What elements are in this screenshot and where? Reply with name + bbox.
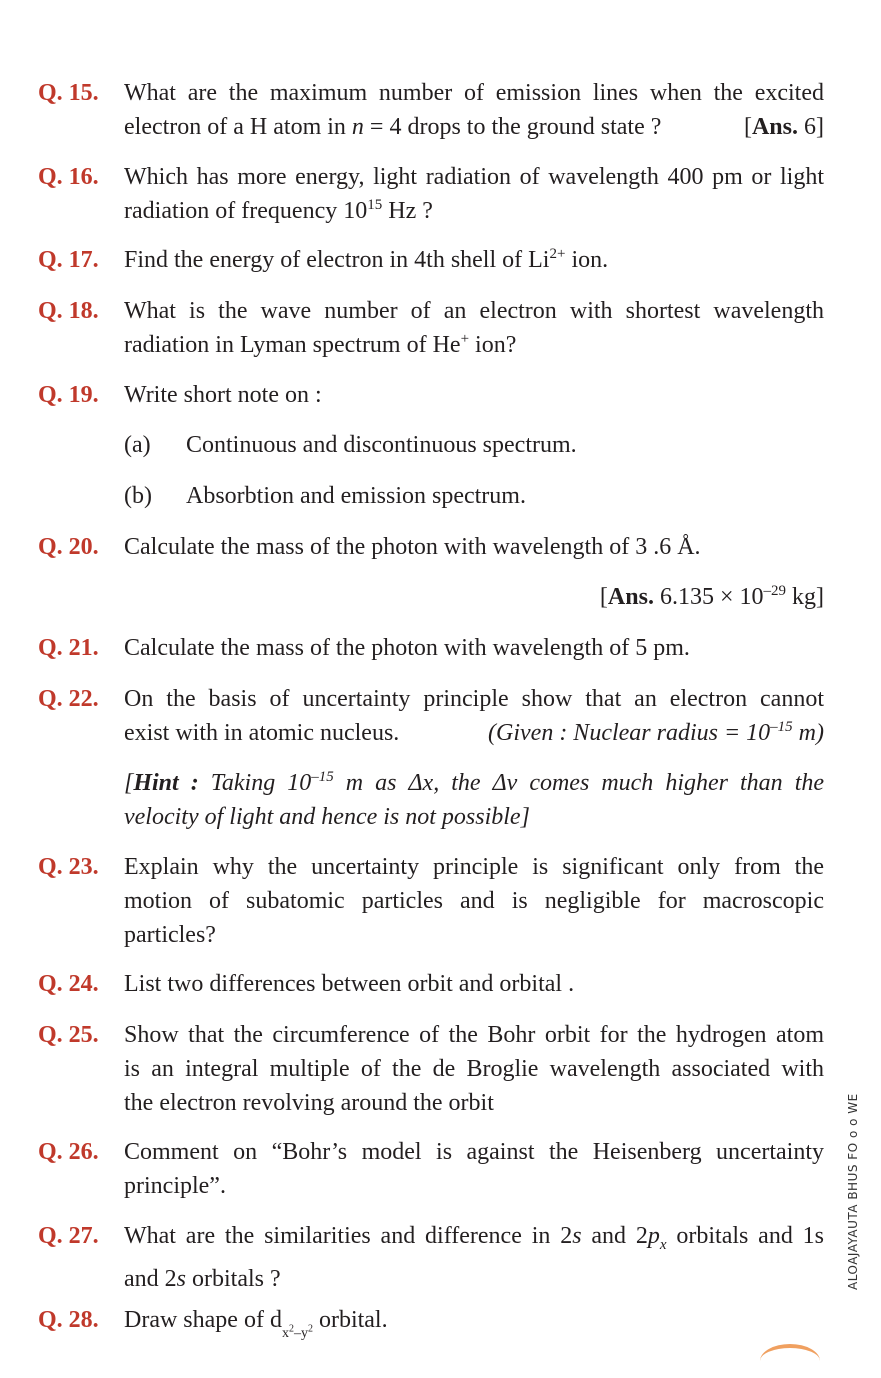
text-run: What are the similarities and difference in 2 (124, 1223, 573, 1249)
question-17 (38, 243, 824, 277)
question-text (124, 1219, 824, 1262)
question-text: Show that the circumference of the Bohr orbit for the hydrogen atom (124, 1022, 824, 1048)
sub-item-label: (b) (124, 483, 152, 509)
text-run: m) (792, 720, 824, 746)
text-run: orbitals and 1s (666, 1223, 825, 1249)
answer-unit: kg] (786, 584, 824, 610)
question-number: Q. 27. (38, 1223, 99, 1249)
question-text (124, 243, 824, 277)
variable-n: n (351, 114, 364, 140)
text-run: orbitals ? (186, 1265, 281, 1292)
text-run: [ (124, 770, 134, 796)
superscript: 2+ (549, 246, 566, 262)
question-text: Calculate the mass of the photon with wavelength of 5 pm. (124, 635, 690, 661)
question-number: Q. 19. (38, 382, 99, 408)
superscript: 15 (367, 197, 383, 213)
question-text: principle”. (124, 1173, 226, 1199)
question-text: What are the maximum number of emission lines when the excited (124, 80, 824, 106)
superscript: –29 (763, 583, 786, 599)
sub-item-text: Continuous and discontinuous spectrum. (186, 432, 577, 458)
sub-item-b (124, 479, 526, 513)
text-run: Draw shape of d (124, 1307, 282, 1333)
sub-item-a (124, 428, 577, 462)
question-text: is an integral multiple of the de Broglie wavelength associated with (124, 1056, 824, 1082)
question-number: Q. 25. (38, 1022, 99, 1048)
text-run: x (281, 1326, 289, 1341)
question-text: exist with in atomic nucleus. (124, 720, 400, 746)
text-run: Hz ? (382, 198, 433, 224)
question-text: particles? (124, 922, 216, 948)
question-number: Q. 16. (38, 164, 99, 190)
question-27 (38, 1219, 824, 1296)
question-28 (38, 1303, 824, 1341)
answer-q20 (600, 580, 824, 614)
text-run: and 2 (124, 1265, 177, 1292)
question-text (124, 328, 824, 362)
question-number: Q. 26. (38, 1139, 99, 1165)
answer: [Ans. 6] (743, 114, 824, 140)
question-21 (38, 631, 824, 665)
question-25 (38, 1018, 824, 1120)
text-run: radiation in Lyman spectrum of He (124, 332, 461, 358)
question-18 (38, 294, 824, 362)
question-number: Q. 20. (38, 534, 99, 560)
question-text: Explain why the uncertainty principle is significant only from the (124, 854, 824, 880)
question-text (124, 1303, 824, 1341)
question-number: Q. 23. (38, 854, 99, 880)
subscript: x (659, 1236, 667, 1253)
question-23 (38, 850, 824, 952)
orbital-letter: s (176, 1265, 186, 1292)
superscript: + (460, 331, 470, 347)
question-text: Calculate the mass of the photon with wavelength of 3 .6 Å. (124, 534, 701, 560)
question-text (124, 1262, 824, 1296)
given-note (488, 716, 824, 750)
question-number: Q. 21. (38, 635, 99, 661)
question-22 (38, 682, 824, 750)
hint-label: Hint : (133, 770, 199, 796)
question-text: List two differences between orbit and orbital . (124, 971, 575, 997)
text-run: m as Δx, the Δv comes much higher than the (333, 770, 825, 796)
question-number: Q. 24. (38, 971, 99, 997)
question-text: What is the wave number of an electron with shortest wavelength (124, 298, 824, 324)
question-text: Which has more energy, light radiation of wavelength 400 pm or light (124, 164, 824, 190)
question-text: motion of subatomic particles and is negligible for macroscopic (124, 888, 824, 914)
text-run: [ (599, 584, 608, 610)
question-15 (38, 76, 824, 144)
superscript: 2 (307, 1323, 313, 1335)
answer-value: 6.135 × 10 (653, 584, 764, 610)
text-run: radiation of frequency 10 (124, 198, 368, 224)
side-margin-text: ALOAJAYAUTA BHUS FO o o WE (846, 1093, 860, 1290)
orbital-subscript (281, 1323, 313, 1341)
orbital-letter: s (572, 1223, 582, 1249)
question-number: Q. 15. (38, 80, 99, 106)
question-16 (38, 160, 824, 228)
question-text: Write short note on : (124, 382, 322, 408)
text-run: ion? (469, 332, 517, 358)
text-run: –y (293, 1326, 308, 1341)
question-text: electron of a H atom in n = 4 drops to the ground state ? (124, 114, 662, 140)
text-run: ion. (565, 247, 609, 273)
hint-q22 (124, 766, 824, 834)
hint-line: velocity of light and hence is not possible] (124, 804, 530, 830)
question-text: the electron revolving around the orbit (124, 1090, 494, 1116)
superscript: –15 (311, 769, 334, 785)
question-24 (38, 967, 824, 1001)
superscript: 2 (288, 1323, 294, 1335)
orbital-letter: p (647, 1223, 660, 1249)
text-run: Taking 10 (198, 770, 312, 796)
question-number: Q. 18. (38, 298, 99, 324)
sub-item-label: (a) (124, 432, 151, 458)
answer-label: Ans. (607, 584, 654, 610)
question-number: Q. 28. (38, 1307, 99, 1333)
answer-label: Ans. (751, 114, 798, 140)
superscript: –15 (770, 719, 793, 735)
text-run: orbital. (312, 1307, 388, 1333)
text-run: and 2 (581, 1223, 648, 1249)
question-26 (38, 1135, 824, 1203)
text-run: (Given : Nuclear radius = 10 (488, 720, 771, 746)
question-text: Comment on “Bohr’s model is against the Heisenberg uncertainty (124, 1139, 824, 1165)
question-20 (38, 530, 824, 564)
sub-item-text: Absorbtion and emission spectrum. (186, 483, 526, 509)
hint-line (124, 766, 824, 800)
question-number: Q. 17. (38, 247, 99, 273)
text-run: Find the energy of electron in 4th shell of Li (124, 247, 550, 273)
question-19 (38, 378, 824, 412)
corner-arc-decoration (760, 1344, 820, 1378)
question-text: On the basis of uncertainty principle show that an electron cannot (124, 686, 824, 712)
question-number: Q. 22. (38, 686, 99, 712)
question-text (124, 194, 824, 228)
